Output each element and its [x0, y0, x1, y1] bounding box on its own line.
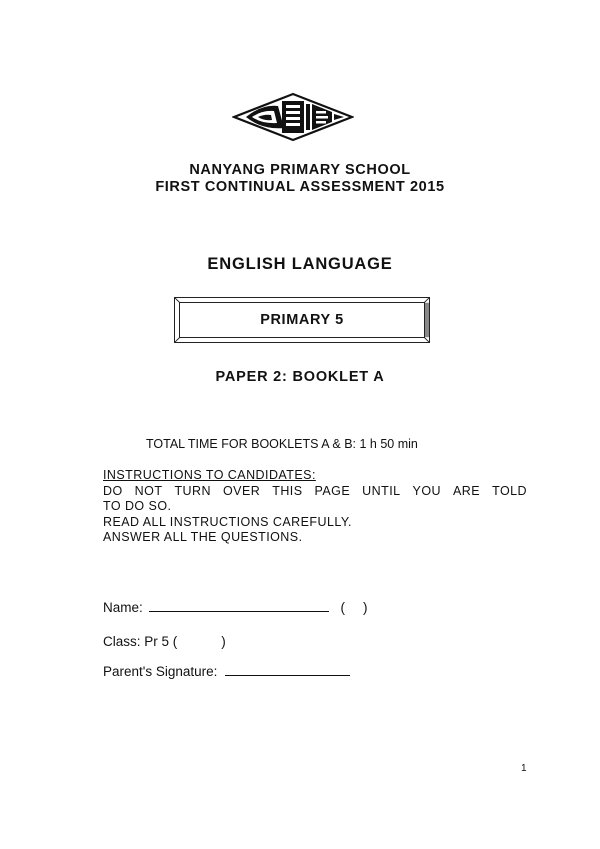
school-name: NANYANG PRIMARY SCHOOL [189, 162, 411, 178]
instruction-word: ARE [453, 483, 481, 498]
level-box [174, 297, 430, 343]
signature-field[interactable] [103, 664, 350, 679]
instruction-word: THIS [272, 483, 303, 498]
name-label: Name: [103, 600, 143, 615]
instruction-line-3: ANSWER ALL THE QUESTIONS. [103, 530, 303, 544]
name-field[interactable] [103, 600, 368, 615]
instruction-word: TOLD [492, 483, 527, 498]
name-blank-line[interactable] [149, 610, 329, 612]
instruction-word: UNTIL [362, 483, 401, 498]
total-time: TOTAL TIME FOR BOOKLETS A & B: 1 h 50 min [146, 437, 418, 451]
instructions-block [103, 468, 543, 546]
instruction-line-1-continued: TO DO SO. [103, 499, 172, 513]
assessment-title: FIRST CONTINUAL ASSESSMENT 2015 [155, 179, 445, 195]
instruction-line-1 [103, 484, 527, 500]
index-paren-close: ) [363, 600, 368, 615]
instruction-word: TURN [174, 483, 211, 498]
class-label: Class: Pr 5 ( [103, 634, 178, 649]
instruction-word: NOT [134, 483, 163, 498]
class-field[interactable] [103, 634, 226, 649]
signature-label: Parent's Signature: [103, 664, 218, 679]
signature-blank-line[interactable] [225, 674, 350, 676]
subject-title: ENGLISH LANGUAGE [207, 255, 393, 273]
page-number: 1 [521, 763, 527, 774]
instruction-word: OVER [222, 483, 261, 498]
index-paren-open: ( [340, 600, 346, 615]
level-label: PRIMARY 5 [179, 302, 425, 338]
instruction-word: PAGE [314, 483, 351, 498]
instruction-line-2: READ ALL INSTRUCTIONS CAREFULLY. [103, 514, 352, 529]
instruction-word: DO [103, 483, 123, 498]
school-crest-logo-icon [232, 92, 354, 142]
instructions-heading: INSTRUCTIONS TO CANDIDATES: [103, 468, 316, 482]
paper-title: PAPER 2: BOOKLET A [215, 369, 385, 385]
instruction-word: YOU [412, 483, 441, 498]
class-paren-close: ) [221, 634, 226, 649]
